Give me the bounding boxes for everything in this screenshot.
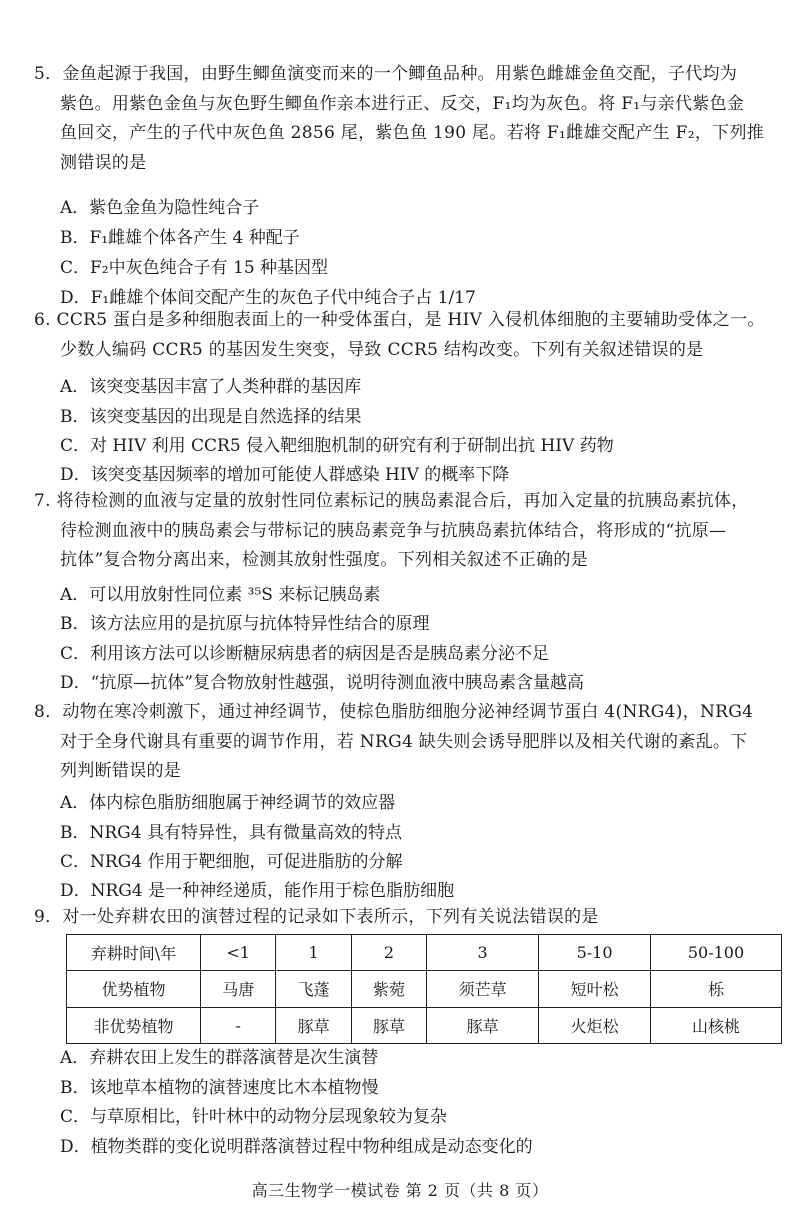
table-row [67, 1007, 782, 1043]
q6-option-a: A．该突变基因丰富了人类种群的基因库 [60, 377, 362, 397]
table-cell: 2 [351, 935, 426, 971]
table-cell: 紫菀 [351, 971, 426, 1007]
stem-line: 鱼回交，产生的子代中灰色鱼 2856 尾，紫色鱼 190 尾。若将 F₁雌雄交配产生 F₂，下列推 [60, 123, 765, 143]
question-5 [34, 60, 782, 178]
table-cell: - [201, 1007, 276, 1043]
q7-option-c: C．利用该方法可以诊断糖尿病患者的病因是否是胰岛素分泌不足 [60, 644, 550, 664]
table-cell: 3 [427, 935, 539, 971]
q5-option-c: C．F₂中灰色纯合子有 15 种基因型 [60, 258, 329, 278]
stem-line: 列判断错误的是 [60, 761, 182, 781]
q7-option-b: B．该方法应用的是抗原与抗体特异性结合的原理 [60, 614, 430, 634]
q9-option-a: A．弃耕农田上发生的群落演替是次生演替 [60, 1048, 379, 1068]
q7-option-a: A．可以用放射性同位素 ³⁵S 来标记胰岛素 [60, 585, 381, 605]
stem-line: 对于全身代谢具有重要的调节作用，若 NRG4 缺失则会诱导肥胖以及相关代谢的紊乱。下 [60, 731, 748, 752]
question-8-stem [34, 698, 782, 787]
question-6-stem [34, 306, 782, 365]
question-9-stem [34, 903, 782, 933]
table-cell: 豚草 [276, 1007, 351, 1043]
table-cell: 50-100 [651, 935, 782, 971]
table-cell: 弃耕时间\年 [67, 935, 201, 971]
page-footer: 高三生物学一模试卷 第 2 页（共 8 页） [251, 1181, 549, 1200]
table-cell: 栎 [651, 971, 782, 1007]
question-7 [34, 487, 782, 576]
table-cell: <1 [201, 935, 276, 971]
table-cell: 豚草 [351, 1007, 426, 1043]
table-cell: 飞蓬 [276, 971, 351, 1007]
stem-line: 6. CCR5 蛋白是多种细胞表面上的一种受体蛋白，是 HIV 入侵机体细胞的主要辅助受体之一。 [34, 310, 765, 330]
stem-line: 紫色。用紫色金鱼与灰色野生鲫鱼作亲本进行正、反交，F₁均为灰色。将 F₁与亲代紫色金 [60, 93, 745, 114]
q5-option-d: D．F₁雌雄个体间交配产生的灰色子代中纯合子占 1/17 [60, 288, 476, 308]
table-cell: 非优势植物 [67, 1007, 201, 1043]
table-cell: 短叶松 [539, 971, 651, 1007]
question-8 [34, 698, 782, 787]
stem-line: 9．对一处弃耕农田的演替过程的记录如下表所示，下列有关说法错误的是 [34, 907, 599, 927]
table-cell: 优势植物 [67, 971, 201, 1007]
stem-line: 8．动物在寒冷刺激下，通过神经调节，使棕色脂肪细胞分泌神经调节蛋白 4(NRG4)，NRG4 [34, 702, 754, 722]
table-cell: 火炬松 [539, 1007, 651, 1043]
table-row [67, 971, 782, 1007]
question-7-stem [34, 487, 782, 576]
table-cell: 1 [276, 935, 351, 971]
stem-line: 测错误的是 [60, 152, 147, 173]
q8-option-b: B．NRG4 具有特异性，具有微量高效的特点 [60, 823, 402, 843]
question-5-stem [34, 60, 782, 178]
q9-option-c: C．与草原相比，针叶林中的动物分层现象较为复杂 [60, 1107, 448, 1127]
q5-option-a: A．紫色金鱼为隐性纯合子 [60, 198, 260, 218]
q7-option-d: D．“抗原—抗体”复合物放射性越强，说明待测血液中胰岛素含量越高 [60, 673, 585, 693]
q6-option-d: D．该突变基因频率的增加可能使人群感染 HIV 的概率下降 [60, 465, 510, 485]
q8-option-c: C．NRG4 作用于靶细胞，可促进脂肪的分解 [60, 852, 403, 872]
q5-option-b: B．F₁雌雄个体各产生 4 种配子 [60, 228, 300, 248]
stem-line: 抗体”复合物分离出来，检测其放射性强度。下列相关叙述不正确的是 [60, 550, 588, 570]
q8-option-d: D．NRG4 是一种神经递质，能作用于棕色脂肪细胞 [60, 881, 455, 901]
stem-line: 5．金鱼起源于我国，由野生鲫鱼演变而来的一个鲫鱼品种。用紫色雌雄金鱼交配，子代均为 [34, 64, 738, 84]
table-cell: 须芒草 [427, 971, 539, 1007]
stem-line: 7. 将待检测的血液与定量的放射性同位素标记的胰岛素混合后，再加入定量的抗胰岛素抗体， [34, 491, 749, 511]
table-header-row [67, 935, 782, 971]
question-6 [34, 306, 782, 365]
stem-line: 少数人编码 CCR5 的基因发生突变，导致 CCR5 结构改变。下列有关叙述错误的是 [60, 339, 704, 360]
table-cell: 豚草 [427, 1007, 539, 1043]
stem-line: 待检测血液中的胰岛素会与带标记的胰岛素竞争与抗胰岛素抗体结合，将形成的“抗原— [60, 520, 727, 541]
table-cell: 马唐 [201, 971, 276, 1007]
q9-option-d: D．植物类群的变化说明群落演替过程中物种组成是动态变化的 [60, 1137, 533, 1157]
succession-table [66, 934, 782, 1044]
table-cell: 山核桃 [651, 1007, 782, 1043]
q6-option-b: B．该突变基因的出现是自然选择的结果 [60, 407, 362, 427]
q9-option-b: B．该地草本植物的演替速度比木本植物慢 [60, 1078, 379, 1098]
table-cell: 5-10 [539, 935, 651, 971]
question-9 [34, 903, 782, 933]
q6-option-c: C．对 HIV 利用 CCR5 侵入靶细胞机制的研究有利于研制出抗 HIV 药物 [60, 436, 614, 456]
q8-option-a: A．体内棕色脂肪细胞属于神经调节的效应器 [60, 793, 396, 813]
